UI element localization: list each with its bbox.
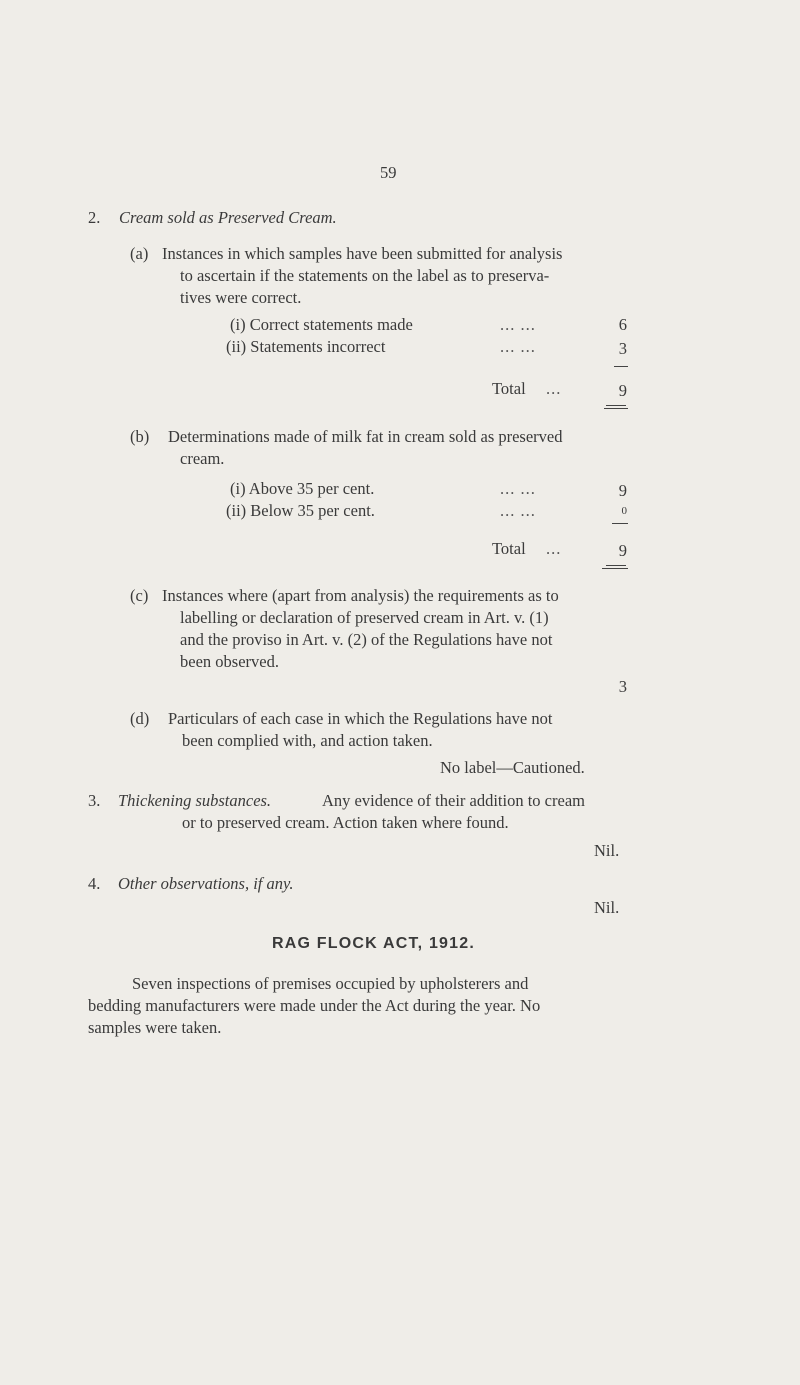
item-a-row-dots: ... ... — [500, 337, 536, 356]
section-3-number: 3. — [88, 791, 101, 810]
rag-flock-paragraph-line3: samples were taken. — [88, 1018, 222, 1037]
item-a-text-line1: Instances in which samples have been submitted for analysis — [162, 244, 563, 263]
item-b-row-value: 9 — [618, 481, 627, 500]
item-b-row-label: (i) Above 35 per cent. — [230, 479, 375, 498]
item-a-row-label: (ii) Statements incorrect — [226, 337, 386, 356]
section-2-number: 2. — [88, 208, 101, 227]
item-b-total-label: Total — [492, 539, 526, 558]
item-a-row-label: (i) Correct statements made — [230, 315, 413, 334]
rag-flock-heading: RAG FLOCK ACT, 1912. — [272, 935, 475, 952]
item-c-label: (c) — [130, 586, 149, 605]
item-b-row-label: (ii) Below 35 per cent. — [226, 501, 375, 520]
item-b-row-value: 0 — [621, 505, 627, 517]
item-b-row-dots: ... ... — [500, 479, 536, 498]
item-a-row-value: 6 — [618, 315, 627, 334]
item-b-label: (b) — [130, 427, 150, 446]
item-c-text-line4: been observed. — [180, 652, 279, 671]
item-a-row-dots: ... ... — [500, 315, 536, 334]
item-b-text-line2: cream. — [180, 449, 225, 468]
item-d-label: (d) — [130, 709, 150, 728]
section-4-title: Other observations, if any. — [118, 874, 294, 893]
item-d-text-line2: been complied with, and action taken. — [182, 731, 433, 750]
item-c-text-line3: and the proviso in Art. v. (2) of the Regulations have not — [180, 630, 553, 649]
item-a-text-line2: to ascertain if the statements on the label as to preserva- — [180, 266, 550, 285]
total-double-rule — [606, 405, 626, 406]
page-number: 59 — [380, 163, 397, 182]
section-3-answer: Nil. — [594, 841, 620, 860]
item-b-total-value: 9 — [618, 541, 627, 560]
subtotal-rule — [612, 523, 628, 524]
rag-flock-paragraph-line1: Seven inspections of premises occupied by upholsterers and — [132, 974, 529, 993]
section-4-number: 4. — [88, 874, 101, 893]
item-a-total-dots: ... — [546, 379, 562, 398]
item-c-text-line1: Instances where (apart from analysis) the requirements as to — [162, 586, 559, 605]
total-double-rule — [604, 408, 628, 409]
total-double-rule — [606, 565, 626, 566]
section-4-answer: Nil. — [594, 898, 620, 917]
item-c-value: 3 — [618, 677, 627, 696]
item-a-label: (a) — [130, 244, 149, 263]
item-a-text-line3: tives were correct. — [180, 288, 302, 307]
section-3-text-line1: Any evidence of their addition to cream — [322, 791, 585, 810]
total-double-rule — [602, 568, 628, 569]
section-3-text-line2: or to preserved cream. Action taken where found. — [182, 813, 509, 832]
item-d-text-line1: Particulars of each case in which the Regulations have not — [168, 709, 553, 728]
item-b-row-dots: ... ... — [500, 501, 536, 520]
item-d-answer: No label—Cautioned. — [440, 758, 585, 777]
item-b-total-dots: ... — [546, 539, 562, 558]
item-b-text-line1: Determinations made of milk fat in cream sold as preserved — [168, 427, 563, 446]
item-a-total-label: Total — [492, 379, 526, 398]
item-c-text-line2: labelling or declaration of preserved cream in Art. v. (1) — [180, 608, 549, 627]
subtotal-rule — [614, 366, 628, 367]
section-2-title: Cream sold as Preserved Cream. — [119, 208, 337, 227]
section-3-title: Thickening substances. — [118, 791, 272, 810]
rag-flock-paragraph-line2: bedding manufacturers were made under the Act during the year. No — [88, 996, 541, 1015]
item-a-total-value: 9 — [618, 381, 627, 400]
item-a-row-value: 3 — [618, 339, 627, 358]
